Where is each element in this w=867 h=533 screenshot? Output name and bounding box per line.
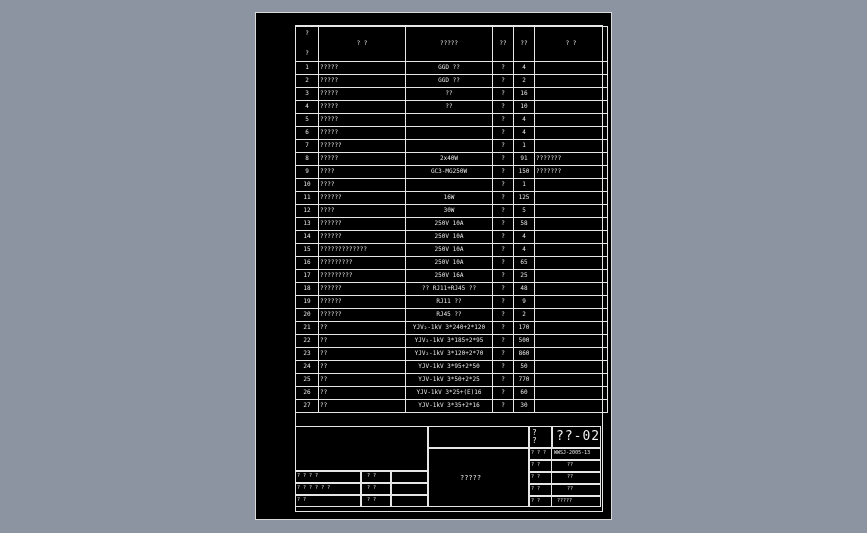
cell-no: 5 (296, 114, 319, 127)
cell-unit: ? (493, 101, 514, 114)
cell-unit: ? (493, 244, 514, 257)
cell-note (535, 62, 608, 75)
cell-qty: 60 (514, 387, 535, 400)
cell-spec: 2x40W (406, 153, 493, 166)
cell-spec: ?? (406, 101, 493, 114)
cell-note (535, 179, 608, 192)
cell-no: 9 (296, 166, 319, 179)
cell-qty: 2 (514, 75, 535, 88)
table-row (296, 348, 608, 361)
cell-no: 7 (296, 140, 319, 153)
cell-no: 8 (296, 153, 319, 166)
cell-qty: 860 (514, 348, 535, 361)
tb-cell (391, 471, 428, 483)
cell-name: ?? (319, 400, 406, 413)
cell-no: 16 (296, 257, 319, 270)
cell-unit: ? (493, 166, 514, 179)
cell-note (535, 114, 608, 127)
cell-spec: 250V 10A (406, 244, 493, 257)
table-row (296, 179, 608, 192)
cell-unit: ? (493, 270, 514, 283)
cell-note: ??????? (535, 166, 608, 179)
header-no: ? ? (296, 27, 319, 62)
cell-spec: GGD ?? (406, 75, 493, 88)
cell-name: ????? (319, 75, 406, 88)
cell-spec: YJV-1kV 3*50+2*25 (406, 374, 493, 387)
cell-unit: ? (493, 322, 514, 335)
cell-note (535, 75, 608, 88)
table-row (296, 270, 608, 283)
cell-unit: ? (493, 309, 514, 322)
cell-no: 22 (296, 335, 319, 348)
cell-qty: 91 (514, 153, 535, 166)
cell-unit: ? (493, 257, 514, 270)
tb-r3-label: ? ? (531, 474, 541, 480)
cell-spec: 16W (406, 192, 493, 205)
cell-qty: 9 (514, 296, 535, 309)
table-row (296, 101, 608, 114)
cell-note (535, 257, 608, 270)
cell-qty: 4 (514, 114, 535, 127)
cell-spec: 250V 10A (406, 257, 493, 270)
cell-unit: ? (493, 179, 514, 192)
cell-name: ???? (319, 205, 406, 218)
cell-spec: 30W (406, 205, 493, 218)
drawing-title: ????? (460, 474, 482, 482)
drawing-number-label: ? ? (532, 428, 537, 445)
tb-r4-value: ?? (567, 486, 574, 492)
cell-spec (406, 140, 493, 153)
cell-no: 27 (296, 400, 319, 413)
cell-note (535, 127, 608, 140)
table-row (296, 114, 608, 127)
cell-no: 26 (296, 387, 319, 400)
tb-r5-label: ? ? (531, 498, 541, 504)
tb-r2-label: ? ? (531, 462, 541, 468)
cell-qty: 30 (514, 400, 535, 413)
cell-qty: 1 (514, 140, 535, 153)
cell-note (535, 231, 608, 244)
cell-spec: RJ45 ?? (406, 309, 493, 322)
cell-unit: ? (493, 335, 514, 348)
cell-qty: 4 (514, 62, 535, 75)
cell-note (535, 101, 608, 114)
cell-unit: ? (493, 374, 514, 387)
cell-note (535, 205, 608, 218)
cell-unit: ? (493, 387, 514, 400)
cell-no: 19 (296, 296, 319, 309)
cell-name: ?? (319, 335, 406, 348)
cell-qty: 125 (514, 192, 535, 205)
cell-spec: ?? (406, 88, 493, 101)
table-row (296, 309, 608, 322)
table-row (296, 231, 608, 244)
table-row (296, 322, 608, 335)
cell-spec (406, 127, 493, 140)
table-row (296, 127, 608, 140)
cell-name: ????????? (319, 257, 406, 270)
cell-qty: 5 (514, 205, 535, 218)
table-row (296, 218, 608, 231)
cell-spec: YJV₂-1kV 3*240+2*120 (406, 322, 493, 335)
cell-no: 2 (296, 75, 319, 88)
cell-spec: YJV₂-1kV 3*185+2*95 (406, 335, 493, 348)
cell-no: 13 (296, 218, 319, 231)
cell-qty: 4 (514, 231, 535, 244)
tb-mid-1: ? ? (367, 473, 377, 479)
table-row (296, 374, 608, 387)
tb-cell (391, 483, 428, 495)
cell-qty: 1 (514, 179, 535, 192)
materials-table (295, 26, 601, 413)
cell-unit: ? (493, 114, 514, 127)
cell-note (535, 348, 608, 361)
cell-note (535, 322, 608, 335)
table-row (296, 192, 608, 205)
cell-name: ?? (319, 361, 406, 374)
cell-name: ?????? (319, 231, 406, 244)
table-row (296, 166, 608, 179)
cell-note (535, 244, 608, 257)
cell-name: ?? (319, 387, 406, 400)
cell-unit: ? (493, 140, 514, 153)
cell-name: ?????? (319, 218, 406, 231)
cell-no: 10 (296, 179, 319, 192)
tb-r2-value: ?? (567, 462, 574, 468)
cell-no: 12 (296, 205, 319, 218)
header-qty: ?? (514, 27, 535, 62)
cell-unit: ? (493, 205, 514, 218)
cell-name: ????????? (319, 270, 406, 283)
cell-note (535, 88, 608, 101)
title-block-blank (295, 426, 428, 471)
cell-qty: 2 (514, 309, 535, 322)
cell-qty: 50 (514, 361, 535, 374)
table-row (296, 257, 608, 270)
cell-name: ?? (319, 348, 406, 361)
cell-no: 15 (296, 244, 319, 257)
cell-spec (406, 179, 493, 192)
table-row (296, 387, 608, 400)
cell-qty: 10 (514, 101, 535, 114)
cell-unit: ? (493, 127, 514, 140)
cell-name: ?? (319, 374, 406, 387)
cell-name: ????? (319, 127, 406, 140)
table-row (296, 400, 608, 413)
title-block (295, 426, 601, 507)
cell-name: ????? (319, 101, 406, 114)
cell-name: ?? (319, 322, 406, 335)
cell-no: 24 (296, 361, 319, 374)
table-header-row (296, 27, 608, 62)
table-row (296, 205, 608, 218)
cell-spec: 250V 10A (406, 218, 493, 231)
cell-unit: ? (493, 218, 514, 231)
tb-project-label: ? ? ? (531, 450, 547, 456)
cell-unit: ? (493, 400, 514, 413)
cell-no: 1 (296, 62, 319, 75)
cell-note (535, 387, 608, 400)
cell-qty: 770 (514, 374, 535, 387)
cell-name: ????? (319, 153, 406, 166)
header-note: ? ? (535, 27, 608, 62)
cell-name: ????? (319, 88, 406, 101)
table-row (296, 283, 608, 296)
cell-unit: ? (493, 348, 514, 361)
cell-qty: 150 (514, 166, 535, 179)
cell-qty: 65 (514, 257, 535, 270)
tb-r4-label: ? ? (531, 486, 541, 492)
header-spec: ????? (406, 27, 493, 62)
header-unit: ?? (493, 27, 514, 62)
tb-cell (391, 495, 428, 507)
tb-label-2: ? ? ? ? ? ? (297, 485, 331, 491)
table-row (296, 296, 608, 309)
tb-label-1: ? ? ? ? (297, 473, 319, 479)
table-row (296, 140, 608, 153)
cell-unit: ? (493, 296, 514, 309)
cell-no: 17 (296, 270, 319, 283)
cell-name: ???? (319, 166, 406, 179)
tb-r3-value: ?? (567, 474, 574, 480)
cell-note (535, 309, 608, 322)
table-row (296, 88, 608, 101)
cell-note (535, 374, 608, 387)
cell-name: ?????? (319, 192, 406, 205)
cell-note (535, 192, 608, 205)
cell-unit: ? (493, 75, 514, 88)
cell-qty: 4 (514, 244, 535, 257)
cell-unit: ? (493, 192, 514, 205)
tb-project-value: WWSJ-2005-13 (554, 450, 591, 456)
cell-no: 3 (296, 88, 319, 101)
cell-note (535, 270, 608, 283)
cell-name: ????? (319, 114, 406, 127)
table-row (296, 244, 608, 257)
cell-spec: 250V 10A (406, 231, 493, 244)
cell-unit: ? (493, 361, 514, 374)
cell-spec: YJV₂-1kV 3*120+2*70 (406, 348, 493, 361)
tb-label-3: ? ? (297, 497, 307, 503)
cell-name: ????? (319, 62, 406, 75)
cell-qty: 48 (514, 283, 535, 296)
cell-note: ??????? (535, 153, 608, 166)
cell-qty: 4 (514, 127, 535, 140)
table-row (296, 153, 608, 166)
cell-unit: ? (493, 283, 514, 296)
table-row (296, 361, 608, 374)
cell-spec: 250V 16A (406, 270, 493, 283)
cell-spec: RJ11 ?? (406, 296, 493, 309)
tb-r5-value: ????? (557, 498, 573, 504)
tb-cell (428, 426, 529, 448)
cell-no: 23 (296, 348, 319, 361)
cell-no: 6 (296, 127, 319, 140)
cell-qty: 500 (514, 335, 535, 348)
cell-unit: ? (493, 88, 514, 101)
cell-spec: YJV-1kV 3*35+2*16 (406, 400, 493, 413)
cell-qty: 16 (514, 88, 535, 101)
cell-name: ?????? (319, 140, 406, 153)
cell-name: ????????????? (319, 244, 406, 257)
table-row (296, 75, 608, 88)
cell-qty: 170 (514, 322, 535, 335)
table-row (296, 335, 608, 348)
cell-no: 14 (296, 231, 319, 244)
cell-spec: GGD ?? (406, 62, 493, 75)
cell-no: 20 (296, 309, 319, 322)
cell-note (535, 218, 608, 231)
cell-qty: 25 (514, 270, 535, 283)
cell-note (535, 140, 608, 153)
cell-spec (406, 114, 493, 127)
cell-unit: ? (493, 62, 514, 75)
cell-note (535, 335, 608, 348)
cell-spec: GC3-MG250W (406, 166, 493, 179)
cell-no: 21 (296, 322, 319, 335)
cell-qty: 58 (514, 218, 535, 231)
table-row (296, 62, 608, 75)
cell-name: ?????? (319, 309, 406, 322)
cell-unit: ? (493, 153, 514, 166)
cell-note (535, 361, 608, 374)
cell-note (535, 296, 608, 309)
tb-mid-3: ? ? (367, 497, 377, 503)
cell-unit: ? (493, 231, 514, 244)
cell-no: 18 (296, 283, 319, 296)
tb-mid-2: ? ? (367, 485, 377, 491)
cell-no: 4 (296, 101, 319, 114)
drawing-number: ??-02 (556, 429, 601, 444)
cell-spec: ?? RJ11+RJ45 ?? (406, 283, 493, 296)
header-name: ? ? (319, 27, 406, 62)
cell-note (535, 400, 608, 413)
cell-name: ?????? (319, 296, 406, 309)
cell-no: 25 (296, 374, 319, 387)
cell-note (535, 283, 608, 296)
cell-spec: YJV-1kV 3*25+(E)16 (406, 387, 493, 400)
cell-name: ?????? (319, 283, 406, 296)
cell-name: ???? (319, 179, 406, 192)
cell-spec: YJV-1kV 3*95+2*50 (406, 361, 493, 374)
cell-no: 11 (296, 192, 319, 205)
